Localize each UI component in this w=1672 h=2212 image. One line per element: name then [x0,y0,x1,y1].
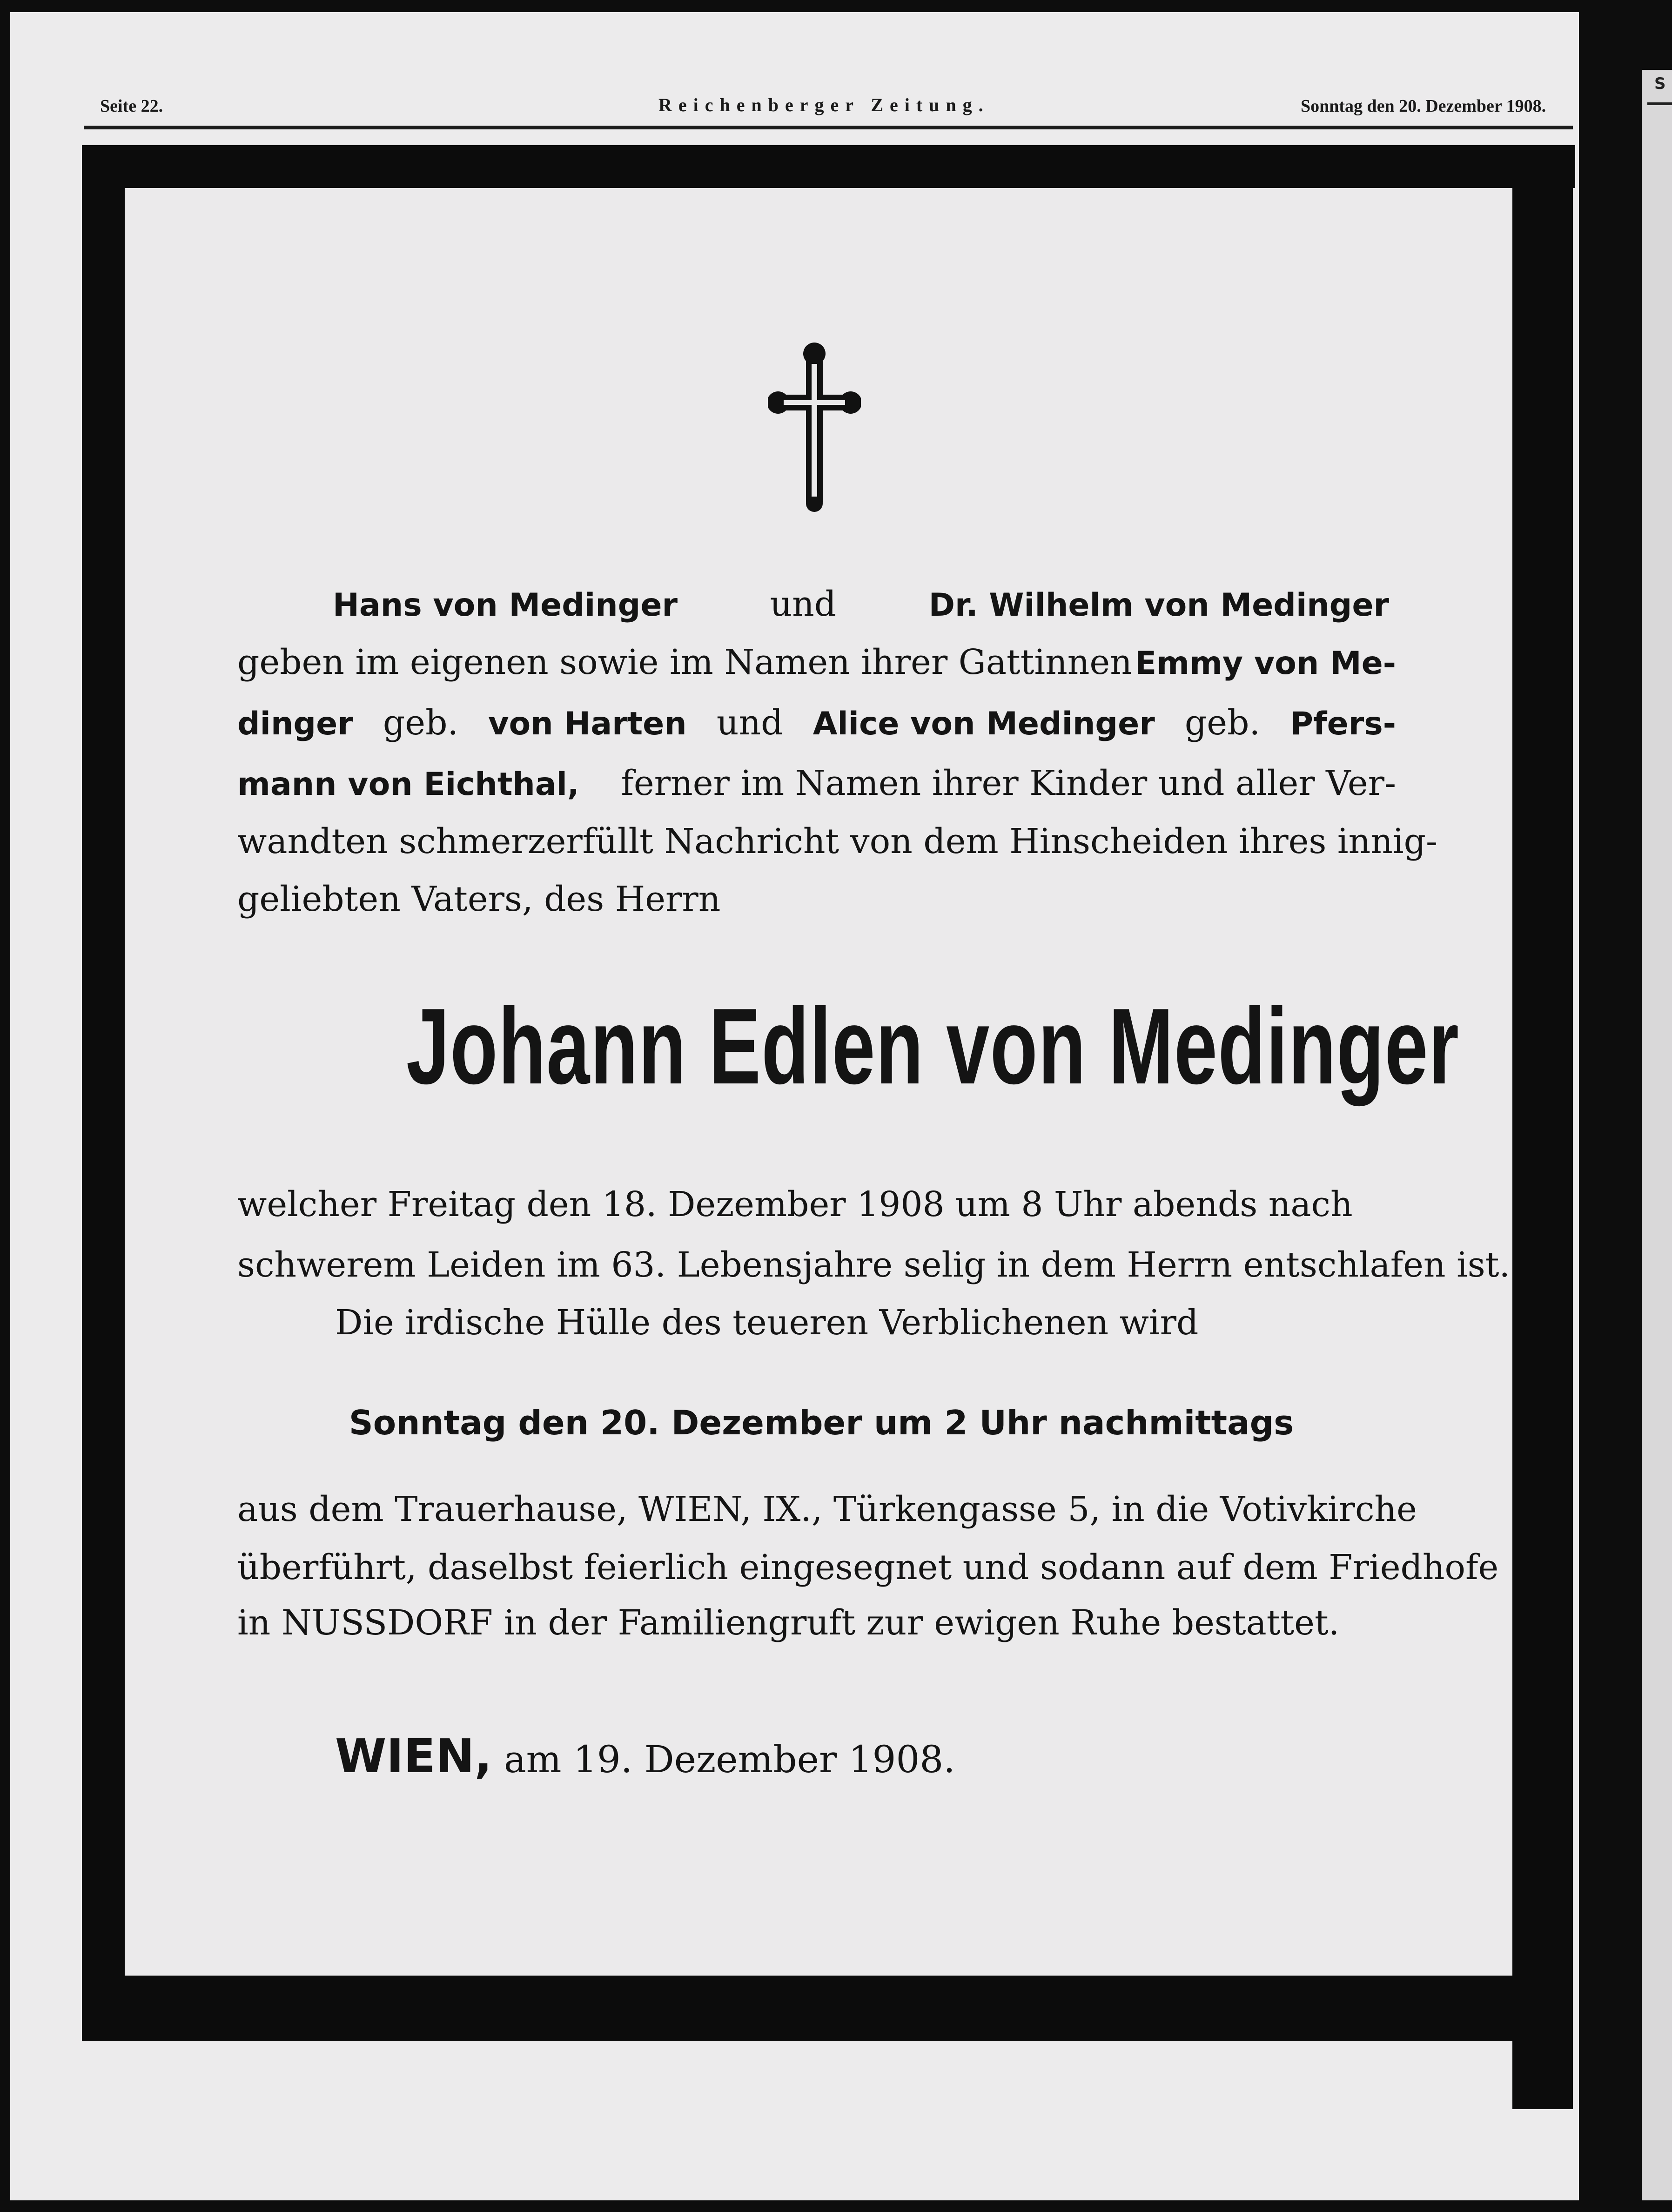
mourning-border-right [1512,145,1573,2109]
conjunction: und [770,584,837,624]
announcement-line-2 [237,642,1396,682]
line-2-text: geben im eigenen sowie im Namen ihrer Gattinnen [237,642,1132,682]
scan-edge-left [0,0,10,2212]
announcement-date: am 19. Dezember 1908. [504,1738,955,1781]
maiden-name-2-cont: mann von Eichthal, [237,766,579,803]
announcement-line-5 [237,821,1437,861]
cross-icon [768,340,861,512]
next-page-strip [1642,70,1672,2200]
announcement-line-7 [237,1184,1391,1224]
page-number: Seite 22. [100,96,163,116]
newspaper-header [100,91,1580,124]
announcement-line-3 [237,703,1396,743]
header-rule [84,126,1573,129]
announcement-line-4 [237,763,1396,803]
line-10-text: aus dem Trauerhause, WIEN, IX., Türkengasse 5, in die Votivkirche [237,1489,1417,1529]
spouse-name-2: Alice von Medinger [812,706,1155,742]
line-7-text: welcher Freitag den 18. Dezember 1908 um 8 Uhr abends nach [237,1184,1353,1224]
announcement-line-9: Die irdische Hülle des teueren Verblichenen wird [335,1303,1199,1343]
funeral-time: Sonntag den 20. Dezember um 2 Uhr nachmittags [349,1403,1294,1442]
line-8-text: schwerem Leiden im 63. Lebensjahre selig in dem Herrn entschlafen ist. [237,1245,1511,1285]
issue-date: Sonntag den 20. Dezember 1908. [1301,96,1546,116]
next-page-rule [1647,102,1672,105]
place: WIEN, [335,1729,492,1783]
scan-edge-top [0,0,1672,12]
announcement-line-11 [237,1547,1499,1587]
mourning-border-top [84,145,1575,188]
geb-2: geb. [1184,703,1260,743]
line-11-text: überführt, daselbst feierlich eingesegnet und sodann auf dem Friedhofe [237,1547,1499,1587]
maiden-name-1: von Harten [488,706,687,742]
maiden-name-2: Pfers- [1290,706,1396,742]
conjunction-2: und [716,703,783,743]
scan-edge-bottom [0,2200,1672,2212]
son-name-1: Hans von Medinger [333,587,678,624]
line-5-text: wandten schmerzerfüllt Nachricht von dem Hinscheiden ihres innig- [237,821,1437,861]
mourning-border-bottom [82,1976,1573,2041]
newspaper-title: Reichenberger Zeitung. [658,94,990,115]
next-page-fragment: S [1654,74,1666,93]
line-4-text: ferner im Namen ihrer Kinder und aller Ver- [621,763,1396,803]
son-name-2: Dr. Wilhelm von Medinger [928,587,1389,624]
place-date [335,1729,955,1783]
deceased-name: Johann Edlen von Medinger [406,986,1460,1107]
announcement-line-8 [237,1245,1511,1285]
mourning-border-left [82,145,125,1976]
announcement-line-1 [333,584,1389,624]
spouse-name-1: Emmy von Me- [1135,645,1396,682]
geb-1: geb. [383,703,458,743]
announcement-line-12: in NUSSDORF in der Familiengruft zur ewigen Ruhe bestattet. [237,1603,1340,1643]
spouse-name-1-cont: dinger [237,706,353,742]
announcement-line-10 [237,1489,1417,1529]
announcement-line-6: geliebten Vaters, des Herrn [237,879,721,919]
